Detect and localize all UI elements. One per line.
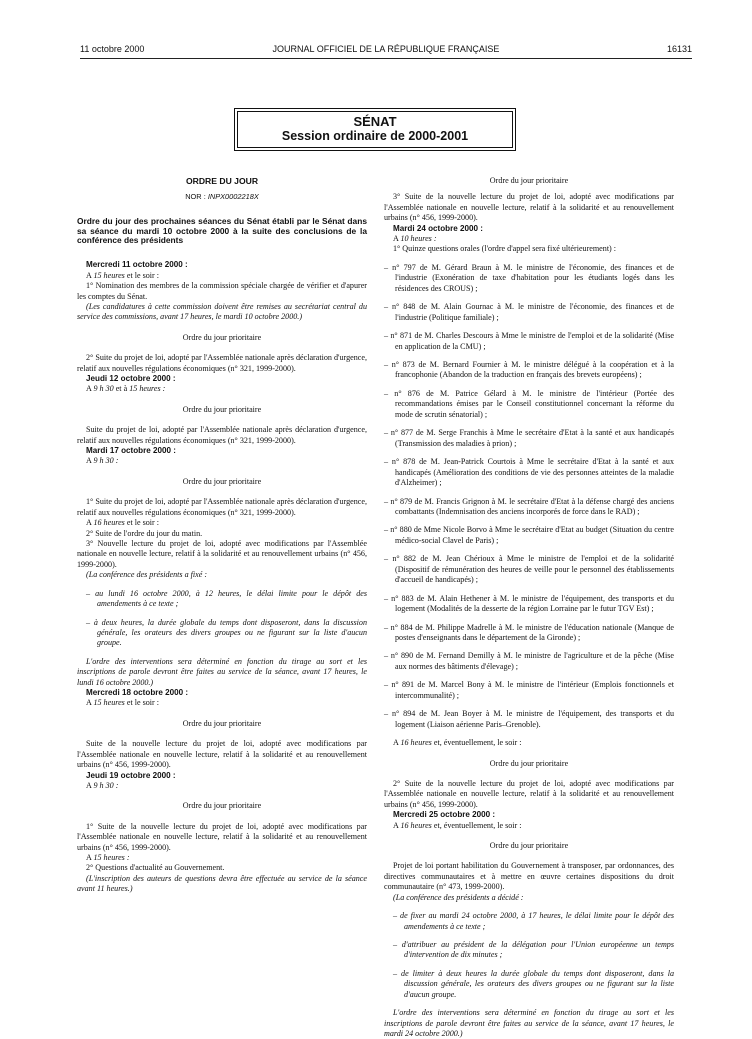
conference-note-intro: (La conférence des présidents a décidé : bbox=[393, 892, 524, 902]
agenda-item: 2° Suite de la nouvelle lecture du projet de loi, adopté avec modifications par l'Assemblée nationale en nouvelle lecture, relatif à la solidarité et au renouvellement urbains (n° 456, 1999-2000). bbox=[384, 778, 674, 809]
session-time: A 16 heures et, éventuellement, le soir : bbox=[393, 820, 522, 830]
oral-question: – n° 878 de M. Jean-Patrick Courtois à Mme le secrétaire d'Etat à la santé et aux handicapés (Amélioration des conditions de vie des personnes atteintes de la maladie d'Alzheimer) ; bbox=[384, 457, 674, 487]
agenda-note: L'ordre des interventions sera déterminé en fonction du tirage au sort et les inscriptions de parole devront être faites au service de la séance, avant 17 heures, le mardi 24 octobre 2000.) bbox=[384, 1008, 674, 1039]
session-time: A 15 heures et le soir : bbox=[86, 270, 160, 280]
session-time: A 9 h 30 : bbox=[86, 456, 119, 466]
oral-question: – n° 797 de M. Gérard Braun à M. le ministre de l'économie, des finances et de l'industrie (Exonération de taxe d'habitation pour les étudiants logés dans les résidences des CROUS) ; bbox=[384, 262, 674, 293]
oral-question: – n° 890 de M. Fernand Demilly à M. le ministre de l'agriculture et de la pêche (Mise aux normes des bâtiments d'élevage) ; bbox=[384, 651, 674, 671]
session-time: A 15 heures et le soir : bbox=[86, 698, 160, 708]
nor-label: NOR : bbox=[185, 192, 206, 202]
agenda-item: 3° Suite de la nouvelle lecture du projet de loi, adopté avec modifications par l'Assemblée nationale en nouvelle lecture, relatif à la solidarité et au renouvellement urbains (n° 456, 1999-2000). bbox=[384, 192, 674, 223]
session-time: A 9 h 30 : bbox=[86, 780, 119, 790]
oral-question: – n° 882 de M. Jean Chérioux à Mme le ministre de l'emploi et de la solidarité (Dispositif de rémunération des heures de veille pour le personnel des établissements d'accueil de handicapés) ; bbox=[384, 554, 674, 585]
agenda-item: 2° Questions d'actualité au Gouvernement. bbox=[86, 863, 225, 873]
conference-note-intro: (La conférence des présidents a fixé : bbox=[86, 570, 208, 580]
priority-agenda-label: Ordre du jour prioritaire bbox=[182, 404, 262, 414]
priority-agenda-label: Ordre du jour prioritaire bbox=[182, 801, 262, 811]
priority-agenda-label: Ordre du jour prioritaire bbox=[182, 332, 262, 342]
priority-agenda-label: Ordre du jour prioritaire bbox=[489, 176, 569, 185]
page-header bbox=[80, 44, 692, 58]
date-heading: Mercredi 11 octobre 2000 : bbox=[86, 260, 188, 270]
agenda-item: 2° Suite du projet de loi, adopté par l'Assemblée nationale après déclaration d'urgence, relatif aux nouvelles régulations économiques (n° 321, 1999-2000). bbox=[77, 353, 367, 373]
agenda-item: 2° Suite de l'ordre du jour du matin. bbox=[86, 528, 203, 538]
header-journal-title: JOURNAL OFFICIEL DE LA RÉPUBLIQUE FRANÇAISE bbox=[272, 44, 500, 54]
date-heading: Jeudi 19 octobre 2000 : bbox=[86, 770, 176, 780]
header-rule bbox=[80, 58, 692, 59]
agenda-item: 1° Suite de la nouvelle lecture du projet de loi, adopté avec modifications par l'Assemblée nationale en nouvelle lecture, relatif à la solidarité et au renouvellement urbains (n° 456, 1999-2000). bbox=[77, 821, 367, 852]
oral-question: – n° 880 de Mme Nicole Borvo à Mme le secrétaire d'Etat au budget (Situation du centre médico-social Clavel de Paris) ; bbox=[384, 525, 674, 545]
header-page-number: 16131 bbox=[666, 44, 692, 54]
header-date: 11 octobre 2000 bbox=[80, 44, 145, 54]
date-heading: Mardi 24 octobre 2000 : bbox=[393, 223, 483, 233]
session-time: A 15 heures : bbox=[86, 852, 130, 862]
date-heading: Mardi 17 octobre 2000 : bbox=[86, 446, 176, 456]
nor-code: INPX0002218X bbox=[207, 192, 259, 202]
agenda-item: Suite de la nouvelle lecture du projet de loi, adopté avec modifications par l'Assemblée nationale en nouvelle lecture, relatif à la solidarité et au renouvellement urbains (n° 456, 1999-2000). bbox=[77, 739, 367, 770]
agenda-note: (L'inscription des auteurs de questions devra être effectuée au service de la séance avant 11 heures.) bbox=[77, 873, 367, 894]
conference-list-item: – à deux heures, la durée globale du temps dont disposeront, dans la discussion générale, les orateurs des divers groupes ou ne figurant sur la liste d'aucun groupe. bbox=[86, 617, 367, 648]
oral-question: – n° 848 de M. Alain Gournac à M. le ministre de l'économie, des finances et de l'industrie (Politique familiale) ; bbox=[384, 302, 674, 322]
priority-agenda-label: Ordre du jour prioritaire bbox=[489, 841, 569, 850]
oral-question: – n° 894 de M. Jean Boyer à M. le ministre de l'équipement, des transports et du logement (Liaison aérienne Paris–Grenoble). bbox=[384, 709, 674, 729]
agenda-note: L'ordre des interventions sera déterminé en fonction du tirage au sort et les inscriptions de parole devront être faites au service de la séance, avant 17 heures, le lundi 16 octobre 2000.) bbox=[77, 656, 367, 687]
conference-list-item: – de fixer au mardi 24 octobre 2000, à 17 heures, le délai limite pour le dépôt des amendements à ce texte ; bbox=[393, 911, 674, 931]
session-time: A 9 h 30 et à 15 heures : bbox=[86, 384, 166, 394]
agenda-item: Suite du projet de loi, adopté par l'Assemblée nationale après déclaration d'urgence, relatif aux nouvelles régulations économiques (n° 321, 1999-2000). bbox=[77, 425, 367, 445]
priority-agenda-label: Ordre du jour prioritaire bbox=[182, 718, 262, 728]
nor-reference bbox=[77, 192, 367, 202]
oral-question: – n° 876 de M. Patrice Gélard à M. le ministre de l'intérieur (Portée des recommandations émises par le Conseil constitutionnel concernant la réforme du mode de scrutin sénatorial) ; bbox=[384, 388, 674, 419]
session-time: A 16 heures et, éventuellement, le soir : bbox=[393, 738, 522, 748]
date-heading: Mercredi 25 octobre 2000 : bbox=[393, 810, 496, 820]
conference-list-item: – au lundi 16 octobre 2000, à 12 heures, le délai limite pour le dépôt des amendements à ce texte ; bbox=[86, 588, 367, 609]
conference-list-item: – d'attribuer au président de la délégation pour l'Union européenne un temps d'intervention de dix minutes ; bbox=[393, 940, 674, 960]
oral-question: – n° 873 de M. Bernard Fournier à M. le ministre délégué à la coopération et à la francophonie (Abandon de la traduction en français des brevets européens) ; bbox=[384, 360, 674, 380]
agenda-item: 1° Nomination des membres de la commission spéciale chargée de vérifier et d'apurer les comptes du Sénat. bbox=[77, 281, 367, 301]
box-subtitle: Session ordinaire de 2000-2001 bbox=[281, 129, 469, 143]
oral-question: – n° 871 de M. Charles Descours à Mme le ministre de l'emploi et de la solidarité (Mise en application de la CMU) ; bbox=[384, 331, 674, 351]
priority-agenda-label: Ordre du jour prioritaire bbox=[182, 476, 262, 486]
agenda-note: (Les candidatures à cette commission doivent être remises au secrétariat central du service des commissions, avant 17 heures, le mardi 10 octobre 2000.) bbox=[77, 302, 367, 322]
oral-question: – n° 891 de M. Marcel Bony à M. le ministre de l'intérieur (Emplois fonctionnels et intercommunalité) ; bbox=[384, 680, 674, 700]
oral-questions-list bbox=[384, 263, 674, 730]
box-title: SÉNAT bbox=[353, 114, 397, 129]
agenda-item: 1° Quinze questions orales (l'ordre d'appel sera fixé ultérieurement) : bbox=[393, 244, 617, 254]
session-time: A 16 heures et le soir : bbox=[86, 518, 160, 528]
oral-question: – n° 884 de M. Philippe Madrelle à M. le ministre de l'éducation nationale (Manque de postes d'enseignants dans le département de la Gironde) ; bbox=[384, 622, 674, 642]
document-title: Ordre du jour des prochaines séances du Sénat établi par le Sénat dans sa séance du mardi 10 octobre 2000 à la suite des conclusions de la conférence des présidents bbox=[77, 216, 367, 246]
date-heading: Mercredi 18 octobre 2000 : bbox=[86, 688, 189, 698]
oral-question: – n° 879 de M. Francis Grignon à M. le secrétaire d'Etat à la défense chargé des anciens combattants (Indemnisation des anciens incorporés de force dans le RAD) ; bbox=[384, 496, 674, 516]
oral-question: – n° 877 de M. Serge Franchis à Mme le secrétaire d'Etat à la santé et aux handicapés (Transmission des maladies à prion) ; bbox=[384, 428, 674, 448]
priority-agenda-label: Ordre du jour prioritaire bbox=[489, 758, 569, 768]
agenda-item: Projet de loi portant habilitation du Gouvernement à transposer, par ordonnances, des directives communautaires et à mettre en œuvre certaines dispositions du droit communautaire (n° 473, 1999-2000). bbox=[384, 861, 674, 892]
agenda-item: 1° Suite du projet de loi, adopté par l'Assemblée nationale après déclaration d'urgence, relatif aux nouvelles régulations économiques (n° 321, 1999-2000). bbox=[77, 497, 367, 517]
agenda-item: 3° Nouvelle lecture du projet de loi, adopté avec modifications par l'Assemblée nationale en nouvelle lecture, relatif à la solidarité et au renouvellement urbains (n° 456, 1999-2000). bbox=[77, 538, 367, 569]
left-column bbox=[77, 176, 367, 895]
right-column bbox=[384, 176, 674, 1039]
date-heading: Jeudi 12 octobre 2000 : bbox=[86, 374, 176, 384]
senat-title-box bbox=[237, 111, 513, 148]
ordre-du-jour-heading: ORDRE DU JOUR bbox=[185, 176, 259, 186]
session-time: A 10 heures : bbox=[393, 234, 437, 244]
oral-question: – n° 883 de M. Alain Hethener à M. le ministre de l'équipement, des transports et du logement (Modalités de la desserte de la région Lorraine par le futur TGV Est) ; bbox=[384, 593, 674, 614]
conference-list-item: – de limiter à deux heures la durée globale du temps dont disposeront, dans la discussion générale, les orateurs des divers groupes ou ne figurant sur la liste d'aucun groupe. bbox=[393, 968, 674, 999]
